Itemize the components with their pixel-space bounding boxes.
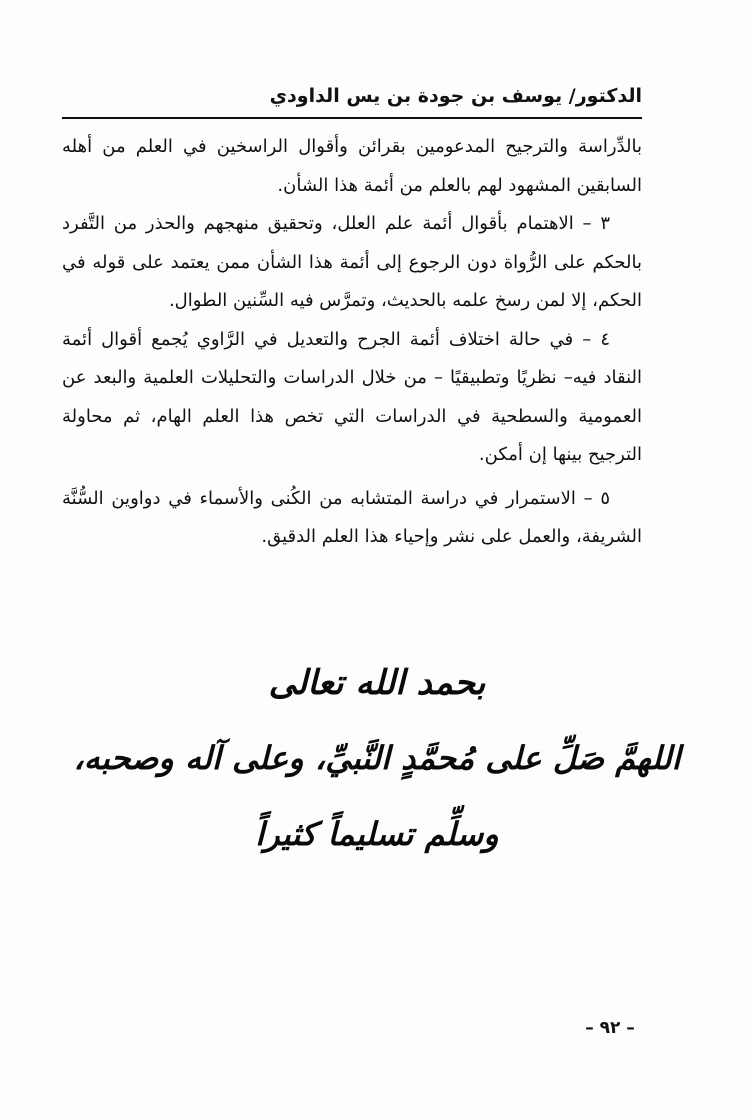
page-number: – ٩٢ –	[585, 1018, 635, 1038]
paragraph-item-5	[62, 480, 642, 557]
paragraph-item-3	[62, 205, 642, 321]
paragraph-continuation: بالدِّراسة والترجيح المدعومين بقرائن وأقوال الراسخين في العلم من أهله السابقين المشهود لهم بالعلم من أئمة هذا الشأن.	[62, 136, 642, 196]
paragraph-item-5-text: ٥ – الاستمرار في دراسة المتشابه من الكُنى والأسماء في دواوين السُّنَّة الشريفة، والعمل على نشر وإحياء هذا العلم الدقيق.	[62, 487, 642, 547]
paragraph-item-4-text: ٤ – في حالة اختلاف أئمة الجرح والتعديل في الرَّاوي يُجمع أقوال أئمة النقاد فيه– نظريًا وتطبيقيًا – من خلال الدراسات والتحليلات العلمية والبعد عن العمومية والسطحية في الدراسات التي تخص هذا العلم الهام، ثم محاولة الترجيح بينها إن أمكن.	[62, 328, 642, 465]
body-text	[62, 128, 642, 557]
closing-calligraphy-hamd: بحمد الله تعالى	[268, 663, 486, 703]
closing-calligraphy-taslim: وسلِّم تسليماً كثيراً	[255, 815, 499, 853]
paragraph-item-4	[62, 321, 642, 475]
closing-calligraphy-salawat: اللهمَّ صَلِّ على مُحمَّدٍ النَّبيِّ، وعلى آله وصحبه،	[73, 739, 681, 777]
header-rule	[62, 117, 642, 119]
page-header: الدكتور/ يوسف بن جودة بن يس الداودي	[269, 85, 642, 107]
paragraph-item-3-text: ٣ – الاهتمام بأقوال أئمة علم العلل، وتحقيق منهجهم والحذر من التَّفرد بالحكم على الرُّواة دون الرجوع إلى أئمة هذا الشأن ممن يعتمد على قوله في الحكم، إلا لمن رسخ علمه بالحديث، وتمرَّس فيه السِّنين الطوال.	[62, 213, 642, 311]
